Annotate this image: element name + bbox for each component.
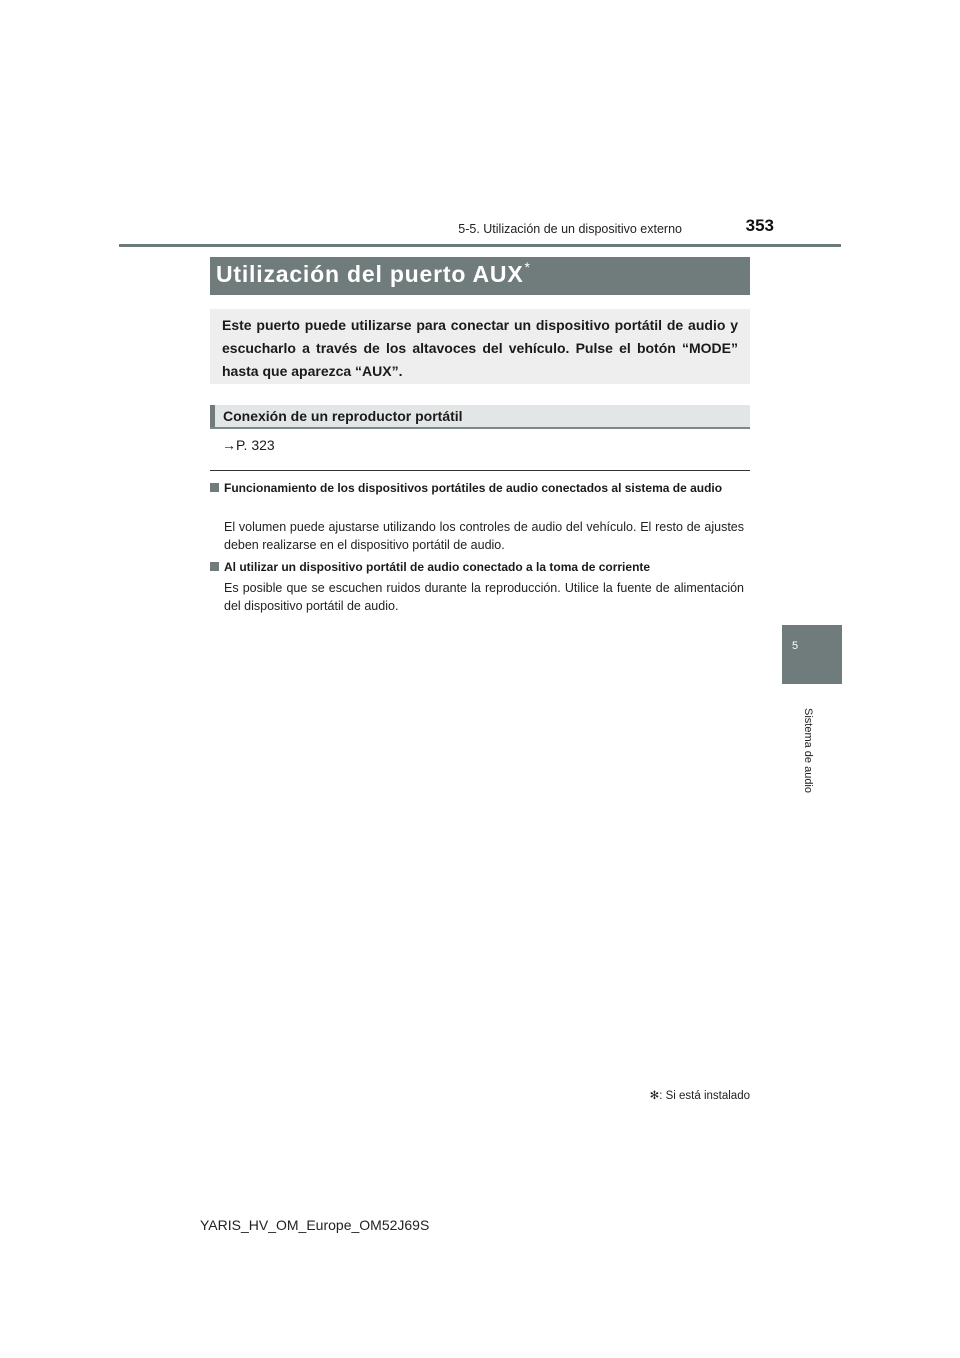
- chapter-tab-number: 5: [791, 640, 799, 652]
- document-id: YARIS_HV_OM_Europe_OM52J69S: [200, 1217, 430, 1233]
- chapter-tab-label: Sistema de audio: [802, 708, 814, 793]
- subsection-heading: Conexión de un reproductor portátil: [223, 408, 463, 424]
- square-bullet-icon: [210, 562, 219, 571]
- note-heading: [210, 558, 748, 577]
- footnote-text: : Si está instalado: [659, 1090, 750, 1102]
- note-body: Es posible que se escuchen ruidos durante la reproducción. Utilice la fuente de alimentación del dispositivo portátil de audio.: [224, 581, 744, 613]
- footnote: [560, 1088, 750, 1102]
- note-heading-text: Al utilizar un dispositivo portátil de audio conectado a la toma de corriente: [224, 560, 651, 574]
- header-divider: [119, 244, 841, 247]
- page-number: 353: [745, 216, 774, 235]
- asterisk-icon: *: [524, 259, 531, 275]
- notes-divider: [210, 470, 750, 471]
- note-body: El volumen puede ajustarse utilizando los controles de audio del vehículo. El resto de ajustes deben realizarse en el dispositivo portátil de audio.: [224, 520, 744, 552]
- square-bullet-icon: [210, 483, 219, 492]
- page-reference-link[interactable]: →P. 323: [222, 437, 275, 453]
- page-title: [216, 261, 531, 288]
- intro-text: Este puerto puede utilizarse para conectar un dispositivo portátil de audio y escucharlo a través de los altavoces del vehículo. Pulse el botón “MODE” hasta que aparezca “AUX”.: [222, 317, 738, 379]
- note-heading-text: Funcionamiento de los dispositivos portátiles de audio conectados al sistema de audio: [224, 481, 723, 495]
- subsection-underline: [210, 427, 750, 429]
- chapter-tab: [782, 625, 842, 684]
- header-section-title: 5-5. Utilización de un dispositivo externo: [458, 222, 682, 236]
- subsection-accent: [210, 405, 215, 429]
- asterisk-icon: ✻: [649, 1090, 660, 1102]
- page-title-text: Utilización del puerto AUX: [216, 261, 524, 287]
- note-heading: [210, 479, 748, 498]
